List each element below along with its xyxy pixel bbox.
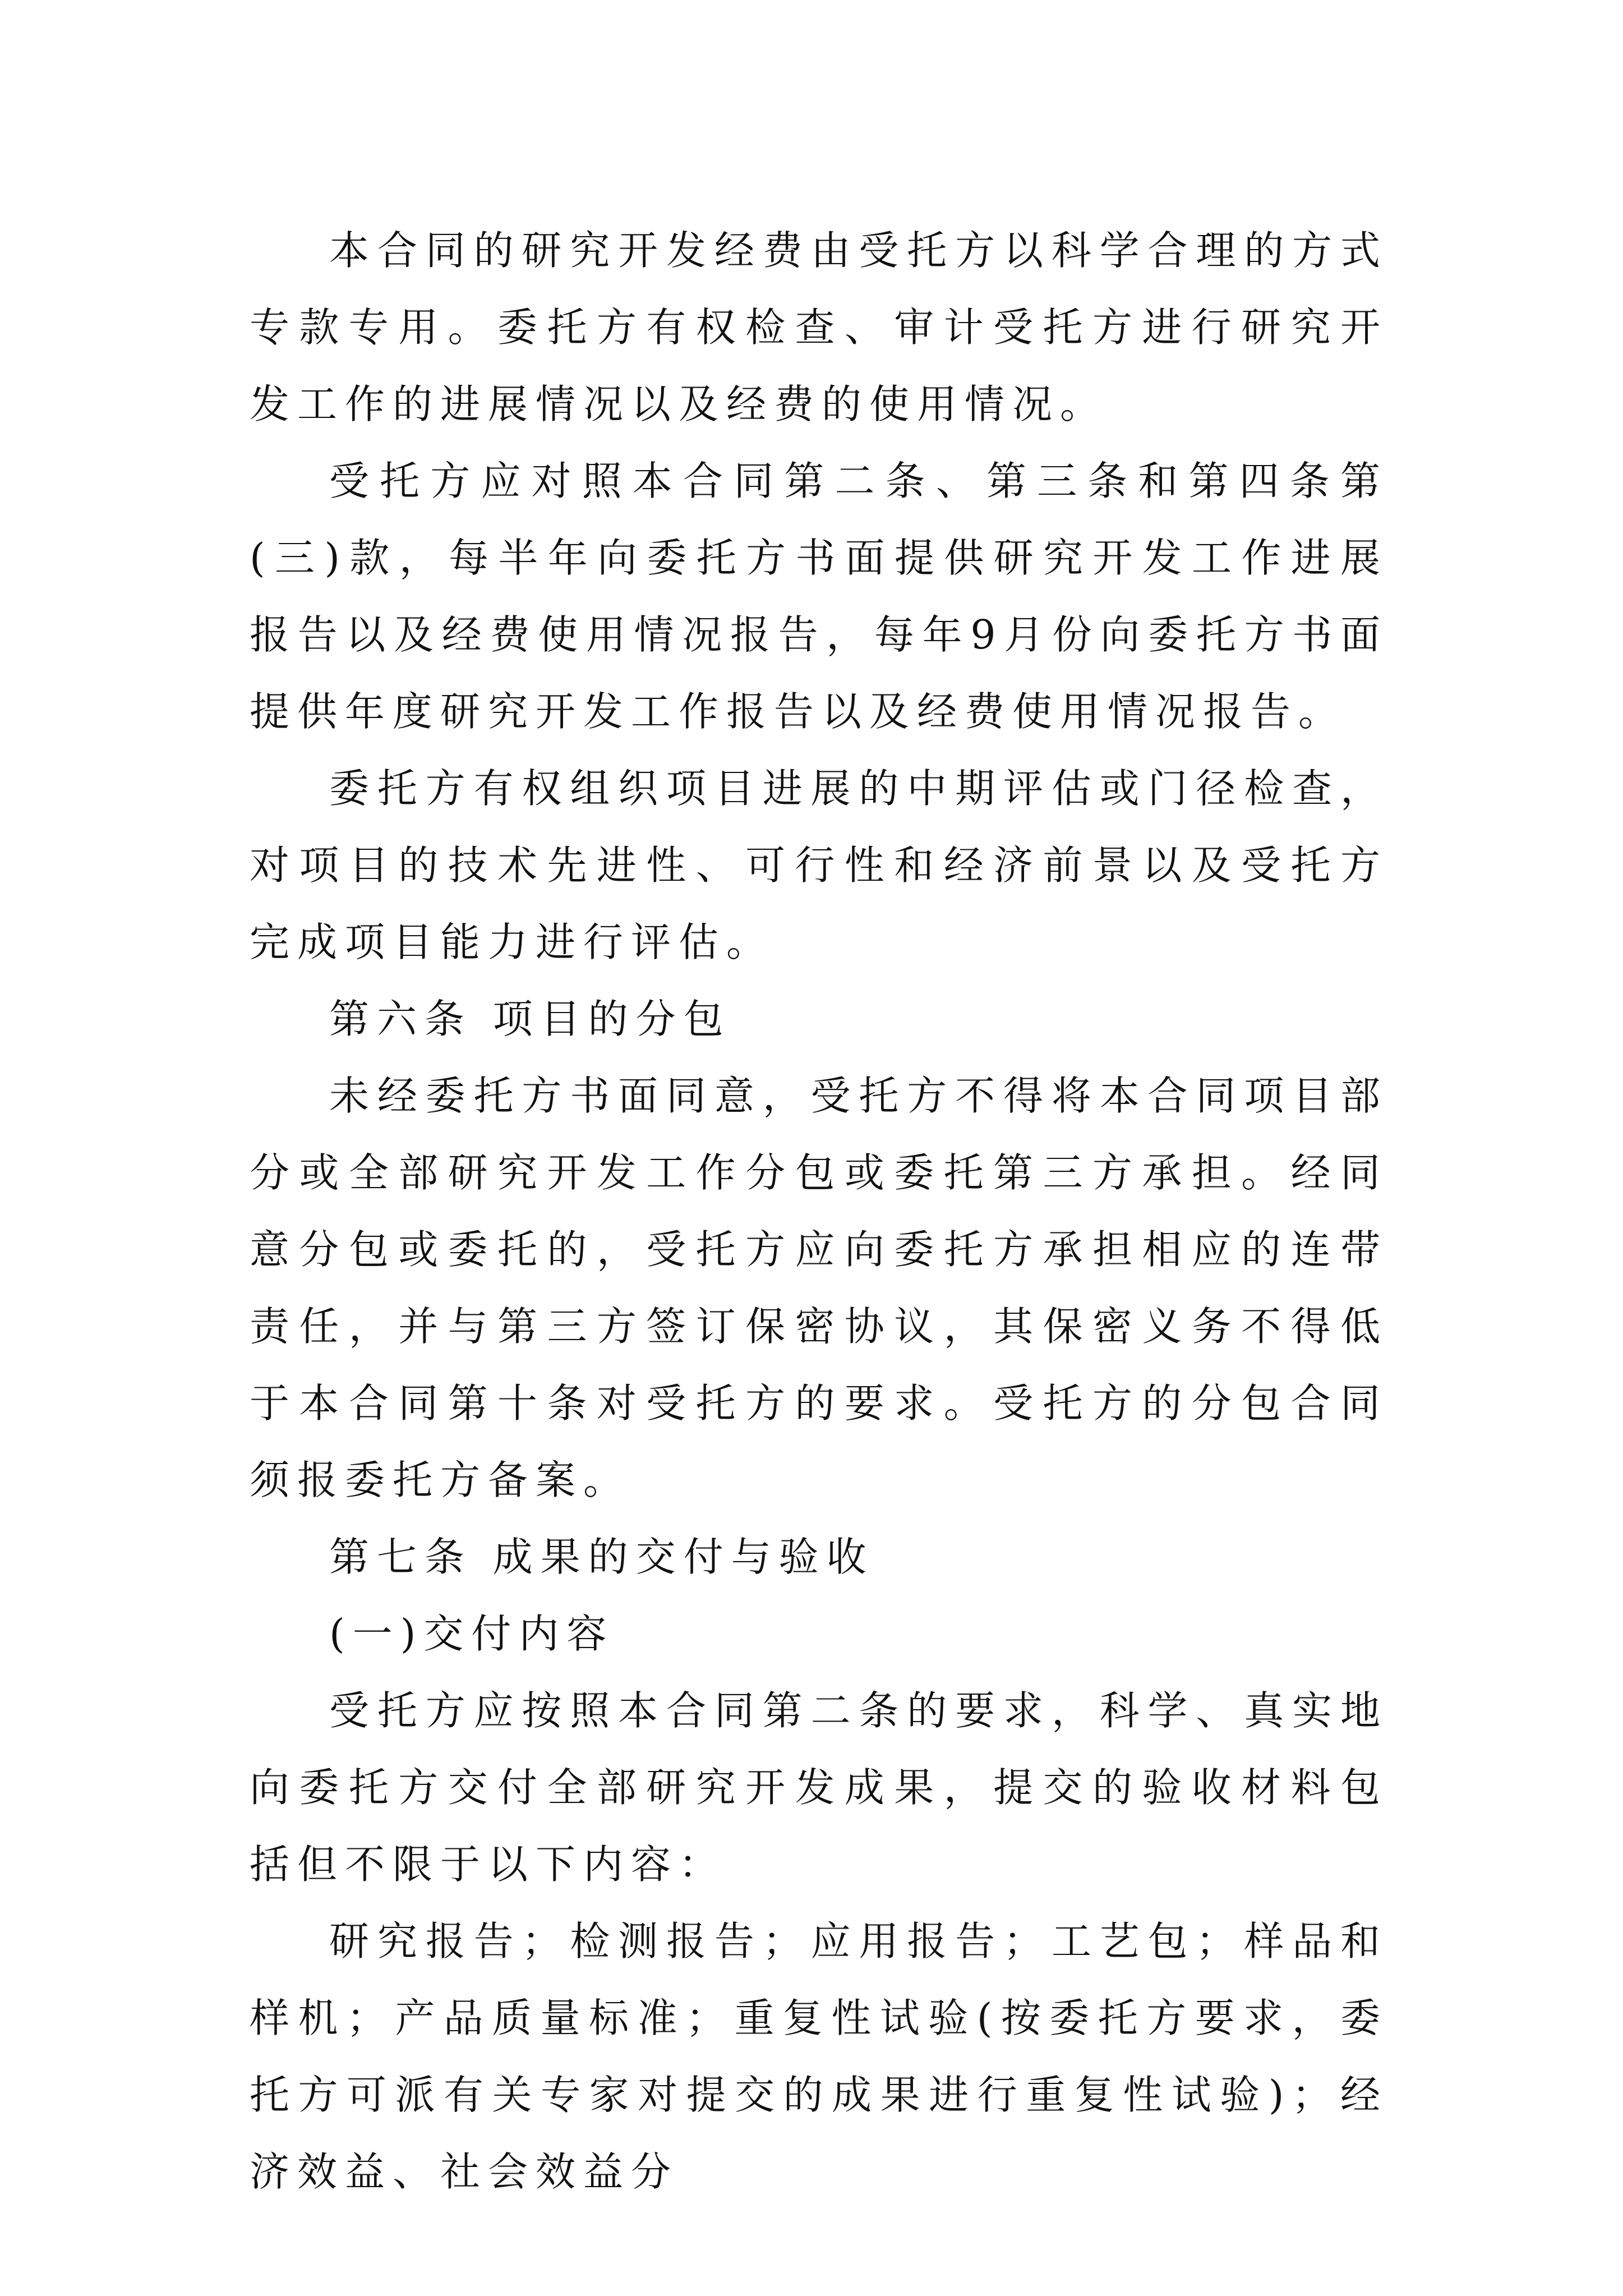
document-body bbox=[250, 212, 1388, 2210]
article-7-heading: 第七条 成果的交付与验收 bbox=[329, 1534, 874, 1580]
paragraph-funding-use: 本合同的研究开发经费由受托方以科学合理的方式专款专用。委托方有权检查、审计受托方进行研究开发工作的进展情况以及经费的使用情况。 bbox=[250, 227, 1388, 427]
article-6-heading: 第六条 项目的分包 bbox=[329, 996, 731, 1042]
paragraph-deliverables-list: 研究报告；检测报告；应用报告；工艺包；样品和样机；产品质量标准；重复性试验(按委托方要求，委托方可派有关专家对提交的成果进行重复性试验)；经济效益、社会效益分 bbox=[250, 1918, 1388, 2195]
paragraph-progress-reports: 受托方应对照本合同第二条、第三条和第四条第(三)款，每半年向委托方书面提供研究开发工作进展报告以及经费使用情况报告，每年9月份向委托方书面提供年度研究开发工作报告以及经费使用情况报告。 bbox=[250, 458, 1388, 735]
paragraph-delivery-requirements: 受托方应按照本合同第二条的要求，科学、真实地向委托方交付全部研究开发成果，提交的验收材料包括但不限于以下内容： bbox=[250, 1687, 1388, 1888]
paragraph-mid-term-evaluation: 委托方有权组织项目进展的中期评估或门径检查，对项目的技术先进性、可行性和经济前景以及受托方完成项目能力进行评估。 bbox=[250, 765, 1388, 965]
paragraph-subcontracting: 未经委托方书面同意，受托方不得将本合同项目部分或全部研究开发工作分包或委托第三方承担。经同意分包或委托的，受托方应向委托方承担相应的连带责任，并与第三方签订保密协议，其保密义务不得低于本合同第十条对受托方的要求。受托方的分包合同须报委托方备案。 bbox=[250, 1073, 1388, 1503]
section-1-heading: (一)交付内容 bbox=[329, 1611, 615, 1657]
